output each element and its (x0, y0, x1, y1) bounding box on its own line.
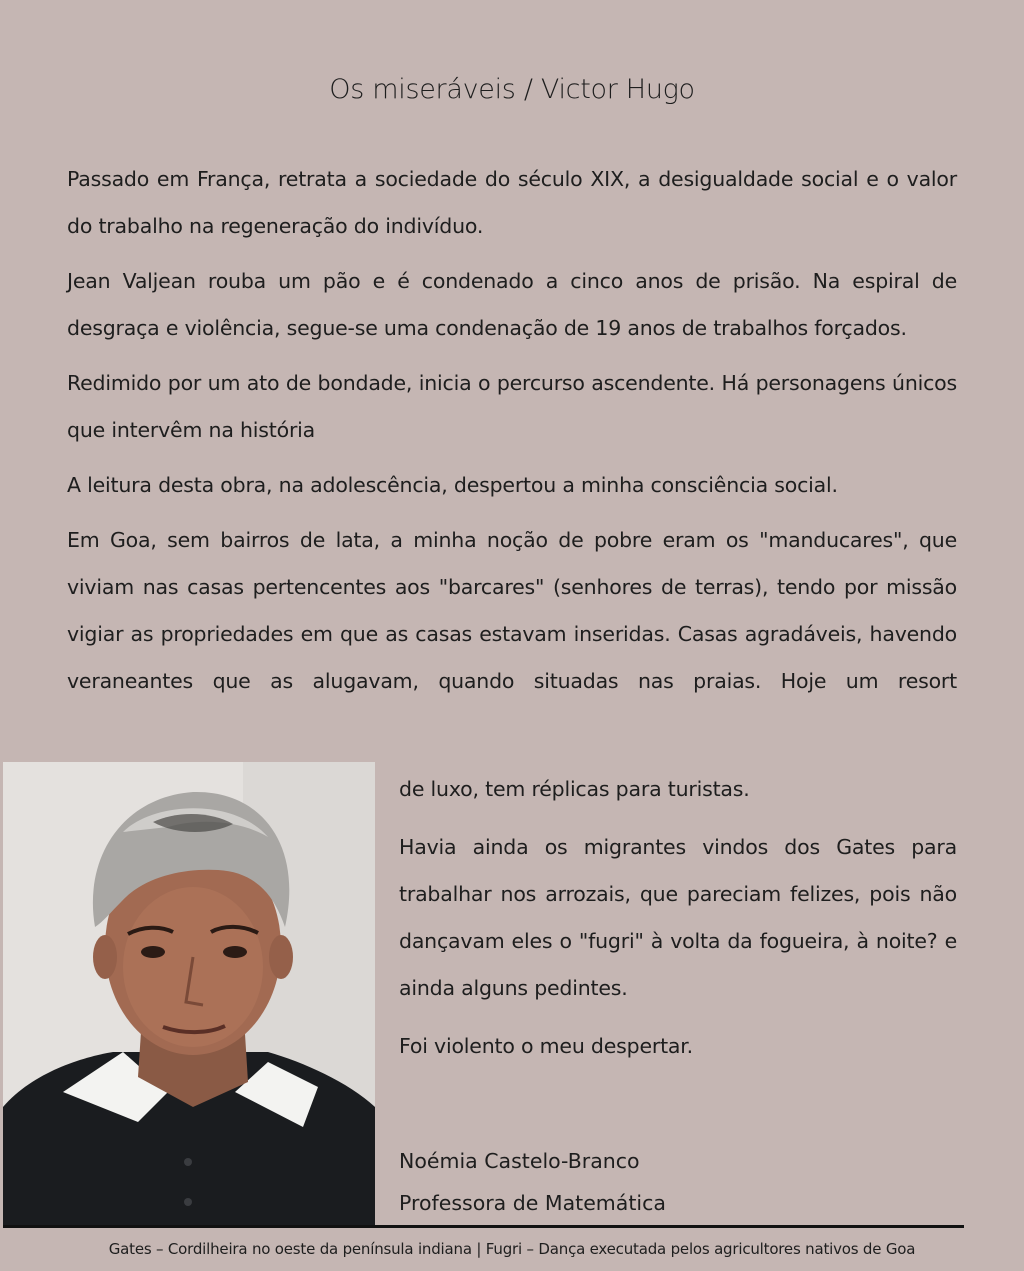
paragraph-reading: A leitura desta obra, na adolescência, despertou a minha consciência social. (67, 473, 838, 497)
author-role: Professora de Matemática (399, 1191, 666, 1215)
footnote: Gates – Cordilheira no oeste da península indiana | Fugri – Dança executada pelos agricultores nativos de Goa (108, 1240, 916, 1258)
paragraph-redemption: Redimido por um ato de bondade, inicia o percurso ascendente. Há personagens únicos que intervêm na história (67, 371, 957, 442)
author-portrait-photo (3, 762, 375, 1226)
article-body-continued (399, 766, 957, 1081)
author-signature (399, 1140, 666, 1224)
paragraph-valjean: Jean Valjean rouba um pão e é condenado a cinco anos de prisão. Na espiral de desgraça e violência, segue-se uma condenação de 19 anos de trabalhos forçados. (67, 269, 957, 340)
paragraph-intro: Passado em França, retrata a sociedade do século XIX, a desigualdade social e o valor do trabalho na regeneração do indivíduo. (67, 167, 957, 238)
article-body (67, 156, 957, 713)
paragraph-goa: Em Goa, sem bairros de lata, a minha noção de pobre eram os "manducares", que viviam nas casas pertencentes aos "barcares" (senhores de terras), tendo por missão vigiar as propriedades em que as casas estavam inseridas. Casas agradáveis, havendo veraneantes que as alugavam, quando situadas nas praias. Hoje um resort (67, 528, 957, 693)
paragraph-resort: de luxo, tem réplicas para turistas. (399, 777, 750, 801)
author-name: Noémia Castelo-Branco (399, 1149, 640, 1173)
footnote-divider (3, 1225, 964, 1228)
article-title: Os miseráveis / Victor Hugo (329, 74, 695, 105)
paragraph-migrants: Havia ainda os migrantes vindos dos Gates para trabalhar nos arrozais, que pareciam felizes, pois não dançavam eles o "fugri" à volta da fogueira, à noite? e ainda alguns pedintes. (399, 835, 957, 1000)
paragraph-awakening: Foi violento o meu despertar. (399, 1034, 693, 1058)
